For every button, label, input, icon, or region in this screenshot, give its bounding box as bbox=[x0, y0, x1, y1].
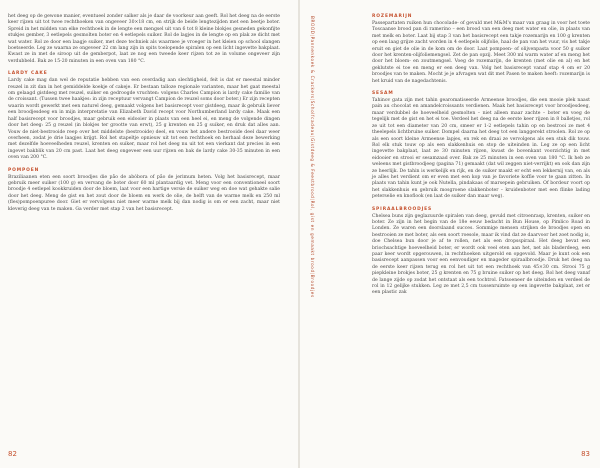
section-heading-sesam: SESAM bbox=[372, 91, 394, 97]
spine-segment-suffix: Rol, gist en gemaakt brood bbox=[310, 200, 315, 273]
right-column bbox=[372, 14, 590, 297]
spine-segment-broodjes: Broodjes bbox=[310, 274, 315, 298]
page-number-right: 83 bbox=[581, 450, 590, 458]
section-text-pompoen: Braziliaanen eten een soort broodjes die pão de abóbora of pão de jerimum heten. Volg het basisrecept, maar gebruik meer suiker (100 g) en vervang de boter door 60 ml plantaardig vet. Meng voor een conventioneel soort broodje 4 eetlepel kookkruiden door de bloem, laat voor een hartige versie de suiker weg en doe wat gehakte salie door het deeg. Meng de gist en het zout door de bloem en werk de olie, de helft van de warme melk en 250 ml (fles)pompoenpuree door. Giet er vervolgens niet meer warme melk bij dan nodig is om er een zacht, maar niet kleverig deeg van te maken. Ga verder met stap 2 van het basisrecept. bbox=[8, 174, 280, 212]
chapter-spine-label: BROOD|Pannenkoek & Crackers|Scholfcadeau|Gistdeeg & Feestbrood|Rol, gist en gemaakt brood|Broodjes bbox=[310, 16, 315, 298]
intro-paragraph: het deeg op de gewone manier, eventueel zonder salker als je daar de voorkeur aan geeft. Rol het deeg na de eerste keer rijzen uit tot twee rechthoeken van ongeveer 30×18 cm, en strijk de beide lengtezijden met een beetje boter. Spreid in het midden van elke rechthoek in de lengte een mengsel uit van 6 tot 8 kleine blokjes gesneden gekonfijte stukjes gember, 3 eetlepels gesmolten boter en 4 eetlepels suiker. Rol de lagjes in de lengte op en plak ze dicht met wat water. Rol ze door een laagje suiker, met deze techniek als waarmee je vroeger in het kleien op school slangen boetseerde. Leg ze waarna ze ongeveer 22 cm lang zijn in spits toelopende spiralen op een licht ingevette bakplaat. Kwast ze in met de siroop uit de gemberpot, laat ze nog een tweede keer rijzen tot ze in volume ongeveer zijn verdubbeld. Bak ze 15-20 minuten in een oven van 180 °C. bbox=[8, 14, 280, 64]
right-page bbox=[300, 0, 600, 468]
spine-segment-pannenkoek: Pannenkoek & Crackers bbox=[310, 36, 315, 99]
spine-segment-brood: BROOD bbox=[310, 16, 315, 35]
section-text-lardy-cake: Lardy cake mag dan wel de reputatie hebben van een overdadig aan slechtigheid, feit is dat er meestal minder reuzel in zit dan in het gemiddelde koekje of cakeje. Er bestaan talloze regionale varianten, maar het gaat meestal om gelaagd gistdeeg met reuzel, suiker en gedroogde vruchten: volgens Charles Campion is lardy cake familie van de croissant. (Tussen twee haakjes: in zijn receptuur vervangt Campion de reuzel soms door boter.) Er zijn recepten waarin wordt gewerkt met een naturel deeg, gemaakt volgens het basisrecept voor gistdeeg, maar ik gebruik liever een broodjesdeeg en in mijn interpretatie van Elizabeth David recept voor Northumberland lardy cake. Maak een half basisrecept voor broodjes, maar gebruik een eidooier in plaats van een heel ei, en meng de volgende dingen door het deeg: 25 g reuzel (in blokjes ter grootte van erwt), 25 g krenten en 25 g suiker, en druk dat alles aan. Vouw de niet-bestrooide reep over het middelste (bestrooide) deel, en vouw het andere bestrooide deel daar weer overheen, zodat je drie laagjes krijgt. Rol het stapeltje opnieuw uit tot een rechthoek en herhaal deze bewerking met dezelfde hoeveelheden reuzel, krenten en suiker, maar rol het deeg nu uit tot een vierkant dat precies in een ingevet bakblik van 20 cm past. Laat het deeg ongeveer een uur rijzen en bak de lardy cake 30-35 minuten in een oven van 200 °C. bbox=[8, 78, 280, 161]
page-number-left: 82 bbox=[8, 450, 17, 458]
section-heading-rozemarijn: ROZEMARIJN bbox=[372, 14, 413, 19]
section-heading-pompoen: POMPOEN bbox=[8, 167, 40, 173]
left-page bbox=[0, 0, 298, 468]
spine-segment-scholfcadeau: Scholfcadeau bbox=[310, 100, 315, 137]
section-text-rozemarijn: Passepartaten ruiken hun chocolade- of gevuld met M&M's maar van graag in voor het toete Toscaanse brood pan di ramerino – een brood van een deeg met water en olie, in plaats van met melk en boter. Laat bij stap 3 van het basisrecept een takje rozemarijn en 100 g krenten op een laag grijze zacht worden in 4 eetlepels olijfolie, haal de pan van het vuur, vis het takje eruit en giet de olie in de kom om de door. Laat pompoen- of olijvenpasta voor 50 g suiker door het krenten-olijfoliemengsel. Zet de pan opzij. Meet 300 ml warm water af en meng het door het bloem- en zoutmengsel. Voeg de rozemarijn, de krenten (met olie en al) en het geklutste ei toe en meng er een deeg van. Volg het basisrecept vanaf stap 4 om er 20 broodjes van te maken. Mocht je je afvragen wat dit met Pasen te maken heeft: rozemarijn is het kruid van de nagedachtenis. bbox=[372, 21, 590, 84]
section-heading-lardy-cake: LARDY CAKE bbox=[8, 71, 48, 77]
section-heading-spiraalbroodjes: SPIRAALBROODJES bbox=[372, 206, 433, 212]
left-column bbox=[8, 14, 280, 213]
spine-segment-gistdeeg: Gistdeeg & Feestbrood bbox=[310, 138, 315, 199]
section-text-sesam: Tahinov gata zijn met tahin gearomatiseerde Armeense broodjes, die een mooie plek naast pain au chocolat en amandelcroissants verdienen. Maak het basisrecept voor broodjesdeeg, maar verdubbel de hoeveelheid gesmolten – niet alleen maar zachte – boter en voeg de tegelijk met de gist en het ei toe. Verdeel het deeg na de eerste keer rijzen in 8 balletjes, rol ze uit tot een diameter van 20 cm, smeer er 1-2 eetlepels tahin op en bestrooi ze met 4 theelepels lichtbruine suiker. Dompel daarna het deeg tot een langgerekt stroolen. Rol ze op als een soort kleine Armeense lapjes, en rek en draai ze vervolgens als een stuk dik touw. Rol elk stuk touw op als een slakkenhuis en stop de uiteinden in. Leg ze op een licht ingevette bakplaat, laat ze 30 minuten rijzen, kwast de bovenkant voorzichtig in met eidooier en strooi er sesamzaad over. Bak ze 25 minuten in een oven van 180 °C. Ik heb ze weleens met gistbroodjeeg (pagina 71) gemaakt (dat wil zeggen niet-verrijkt) en ook dan zijn ze heerlijk. De tahin is werkelijk en rijk, en de suiker maakt er echt een lekkernij van, en als je alles het verdient om er even met een kop van je favoriete koffie voor te gaan zitten. In plaats van tahin kunt je ook Nutella, pindakaas of marsepein gebruiken. Of bordeur voort op het slakkenhuis en gebruik mosgroene slakkenboter – kruidenboter met een flinke lading peterselie en knoflook (en laat de suiker dan maar weg). bbox=[372, 98, 590, 200]
section-text-spiraalbroodjes: Chelsea buns zijn geglazuurde spiralen van deeg, gevuld met citroenrasp, krenten, suiker en boter. Ze zijn in het begin van de 18e eeuw bedacht in Bun House, op Pimlico Road in Londen. Ze waren een doorslaand succes. Sommige mensen strijken de broodjes open en bestrooien ze met boter, als een soort roesole, maar ik vind dat ze daarvoor het zoet nodig is, doe Chelsea bun door je af te rollen, net als een dropsspiraal. Het deeg bevat een briochsachtige hoeveelheid boter, er wordt ook veel eten aan het, net als bladerdeeg, een paar keer wordt opgerouwen, in rechthoeken uitgerold en opgevold. Maar je kunt ook een basisrecept aanpassen voor een eenvoudiger en mageder spiraalbroodje. Druk het deeg na de eerste keer rijzen terug en rol het uit tot een rechthoek van 45×30 cm. Strooi 75 g piepkleine brokjes boter, 25 g krenten en 75 g bruine suiker op het deeg. Rol het deeg vanaf de lange zijde op zodat het ontstaat als een tochtrol. Fatsoeneer de uiteinden en verdeel de rol in 12 gelijke stukken. Leg ze met 2,5 cm tussenruimte op een ingevette bakplaat, zet er een plastic zak bbox=[372, 213, 590, 296]
